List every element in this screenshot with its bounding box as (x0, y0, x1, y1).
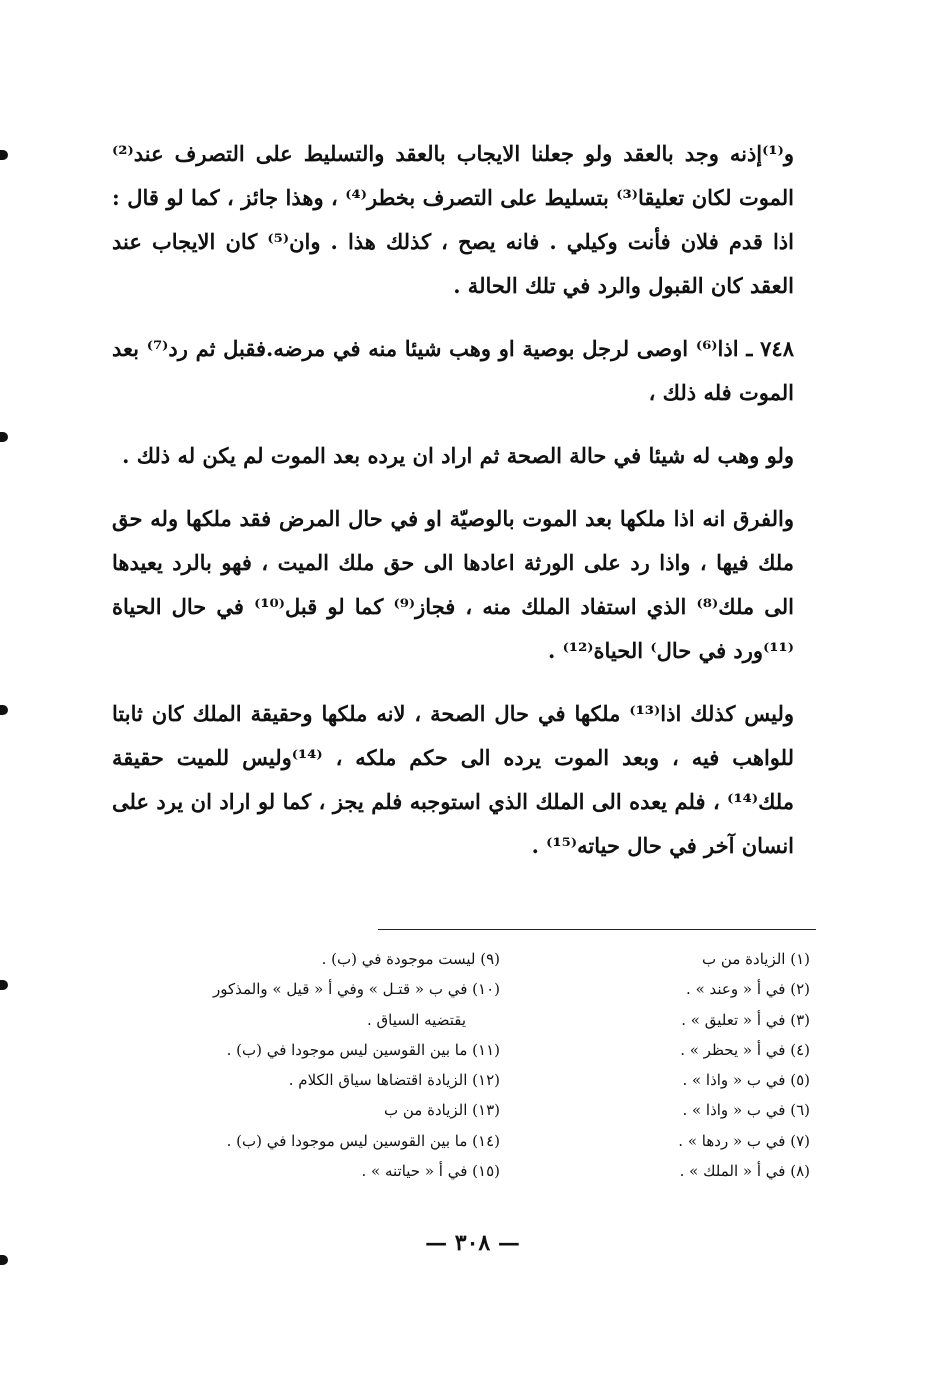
scan-edge-mark (0, 432, 8, 442)
footnote-1: (١) الزيادة من ب (702, 950, 810, 968)
paragraph-2-rule-748: ٧٤٨ ـ اذا⁽⁶⁾ اوصى لرجل بوصية او وهب شيئا منه في مرضه.فقبل ثم رد⁽⁷⁾ بعد الموت فله ذلك ، (112, 336, 794, 405)
footnote-10-continuation: يقتضيه السياق . (366, 1010, 466, 1029)
footnote-6: (٦) في ب « واذا » . (682, 1101, 810, 1120)
page-number: — ٣٠٨ — (425, 1230, 520, 1256)
footnote-12: (١٢) الزيادة اقتضاها سياق الكلام . (288, 1071, 500, 1090)
paragraph-4: والفرق انه اذا ملكها بعد الموت بالوصيّة او في حال المرض فقد ملكها وله حق ملك فيها ، واذا رد على الورثة اعادها الى حق ملك الميت ، فهو بالرد يعيدها الى ملك⁽⁸⁾ الذي استفاد الملك منه ، فجاز⁽⁹⁾ كما لو قبل⁽¹⁰⁾ في حال الحياة ⁽¹¹⁾ورد في حال⁾ الحياة⁽¹²⁾ . (112, 506, 794, 663)
footnotes-right-column (550, 944, 810, 1186)
footnote-14: (١٤) ما بين القوسين ليس موجودا في (ب) . (226, 1131, 500, 1150)
footnote-9: (٩) ليست موجودة في (ب) . (321, 950, 500, 968)
footnote-7: (٧) في ب « ردها » . (678, 1131, 810, 1150)
scan-edge-mark (0, 150, 8, 160)
footnotes-left-column (170, 944, 500, 1186)
footnote-2: (٢) في أ « وعند » . (686, 980, 810, 999)
main-text (112, 132, 794, 887)
footnote-13: (١٣) الزيادة من ب (383, 1101, 500, 1120)
paragraph-3: ولو وهب له شيئا في حالة الصحة ثم اراد ان يرده بعد الموت لم يكن له ذلك . (122, 443, 794, 468)
footnote-15: (١٥) في أ « حياتنه » . (361, 1162, 500, 1181)
footnote-3: (٣) في أ « تعليق » . (681, 1010, 810, 1029)
paragraph-1: و⁽¹⁾إذنه وجد بالعقد ولو جعلنا الايجاب بالعقد والتسليط على التصرف عند⁽²⁾ الموت لكان تعليقا⁽³⁾ بتسليط على التصرف بخطر⁽⁴⁾ ، وهذا جائز ، كما لو قال : اذا قدم فلان فأنت وكيلي . فانه يصح ، كذلك هذا . وان⁽⁵⁾ كان الايجاب عند العقد كان القبول والرد في تلك الحالة . (112, 141, 794, 298)
footnote-4: (٤) في أ « يحظر » . (680, 1040, 810, 1059)
footnote-11: (١١) ما بين القوسين ليس موجودا في (ب) . (226, 1040, 500, 1059)
scan-edge-mark (0, 1255, 8, 1265)
footnote-10: (١٠) في ب « قتـل » وفي أ « قيل » والمذكور (212, 980, 500, 999)
footnotes (120, 944, 810, 1186)
footnote-separator (378, 929, 816, 930)
paragraph-5: وليس كذلك اذا⁽¹³⁾ ملكها في حال الصحة ، لانه ملكها وحقيقة الملك كان ثابتا للواهب فيه ، وبعد الموت يرده الى حكم ملكه ، ⁽¹⁴⁾وليس للميت حقيقة ملك⁽¹⁴⁾ ، فلم يعده الى الملك الذي استوجبه فلم يجز ، كما لو اراد ان يرد على انسان آخر في حال حياته⁽¹⁵⁾ . (112, 701, 794, 858)
scan-edge-mark (0, 705, 8, 715)
footnote-8: (٨) في أ « الملك » . (679, 1162, 810, 1181)
footnote-5: (٥) في ب « واذا » . (682, 1071, 810, 1090)
scan-edge-mark (0, 980, 8, 990)
